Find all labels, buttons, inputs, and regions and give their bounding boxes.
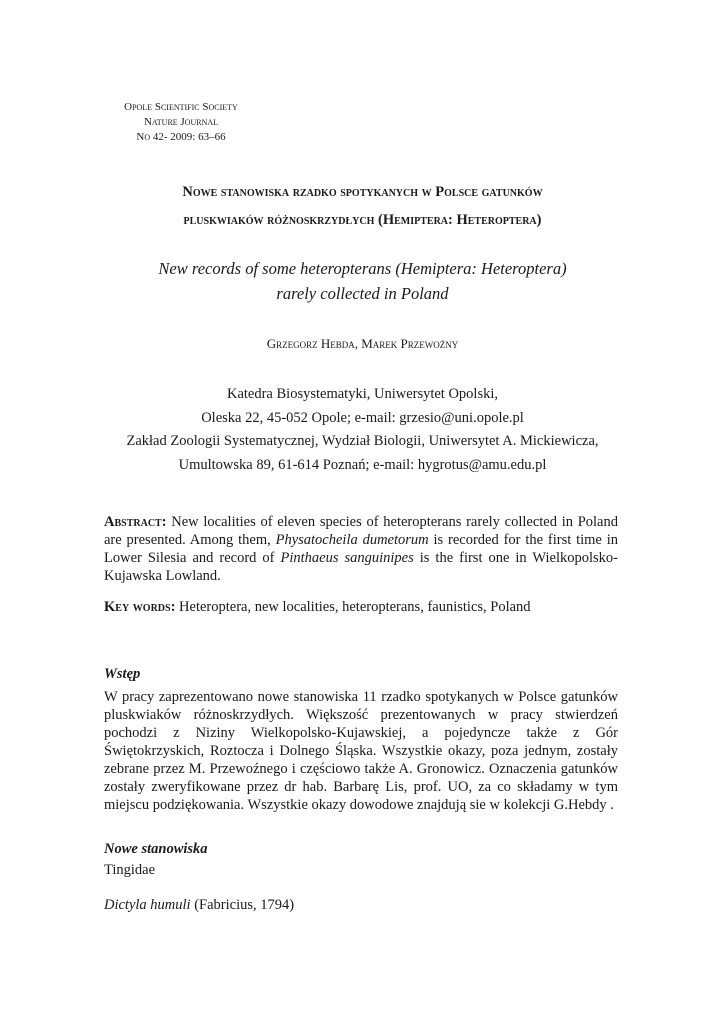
abstract-text: New localities of eleven species of heteropterans rarely collected in Poland are presented. Among them, xyxy=(104,514,618,548)
species-entry xyxy=(104,897,294,914)
polish-title xyxy=(0,178,725,234)
keywords xyxy=(104,598,618,616)
family-name: Tingidae xyxy=(104,862,156,878)
authors: Grzegorz Hebda, Marek Przewoźny xyxy=(266,336,459,351)
abstract-text: is the first one in Wielkopolsko-Kujawska Lowland. xyxy=(104,550,618,584)
journal-issue: No 42- 2009: 63–66 xyxy=(136,131,226,143)
english-title-line-1: New records of some heteropterans (Hemiptera: Heteroptera) xyxy=(158,259,567,278)
abstract-species: Pinthaeus sanguinipes xyxy=(280,550,414,566)
journal-society: Opole Scientific Society xyxy=(124,101,238,113)
keywords-label: Key words: xyxy=(104,599,176,615)
affiliation-line: Zakład Zoologii Systematycznej, Wydział Biologii, Uniwersytet A. Mickiewicza, xyxy=(126,433,599,449)
affiliation-line: Katedra Biosystematyki, Uniwersytet Opolski, xyxy=(226,386,499,402)
species-name: Dictyla humuli xyxy=(104,897,191,913)
abstract xyxy=(104,513,618,585)
journal-header xyxy=(116,100,246,145)
records-heading: Nowe stanowiska xyxy=(104,841,208,857)
affiliation-line: Umultowska 89, 61-614 Poznań; e-mail: hygrotus@amu.edu.pl xyxy=(178,456,547,473)
abstract-label: Abstract: xyxy=(104,514,167,530)
polish-title-line-1: Nowe stanowiska rzadko spotykanych w Polsce gatunków xyxy=(182,184,543,200)
polish-title-line-2: pluskwiaków różnoskrzydłych (Hemiptera: Heteroptera) xyxy=(183,212,542,228)
abstract-species: Physatocheila dumetorum xyxy=(275,532,429,548)
keywords-text: Heteroptera, new localities, heteropterans, faunistics, Poland xyxy=(175,599,531,615)
intro-heading: Wstęp xyxy=(104,666,141,682)
journal-name: Nature Journal xyxy=(143,116,219,128)
intro-paragraph: W pracy zaprezentowano nowe stanowiska 11 rzadko spotykanych w Polsce gatunków pluskwiaków różnoskrzydłych. Większość prezentowanych w pracy stwierdzeń pochodzi z Niziny Wielkopolsko-Kujawskiej, a pojedyncze także z Gór Świętokrzyskich, Roztocza i Dolnego Śląska. Wszystkie okazy, poza jednym, zostały zebrane przez M. Przewoźnego i częściowo także A. Gronowicz. Oznaczenia gatunków zostały zweryfikowane przez dr hab. Barbarę Lis, prof. UO, za co składamy w tym miejscu podziękowania. Wszystkie okazy dowodowe znajdują sie w kolekcji G.Hebdy . xyxy=(104,689,618,813)
affiliations xyxy=(0,383,725,477)
affiliation-line: Oleska 22, 45-052 Opole; e-mail: grzesio@uni.opole.pl xyxy=(201,409,524,426)
abstract-text: is recorded for the first time in Lower Silesia and record of xyxy=(104,532,618,566)
english-title-line-2: rarely collected in Poland xyxy=(276,284,449,303)
english-title xyxy=(0,256,725,306)
species-author: (Fabricius, 1794) xyxy=(190,897,295,913)
